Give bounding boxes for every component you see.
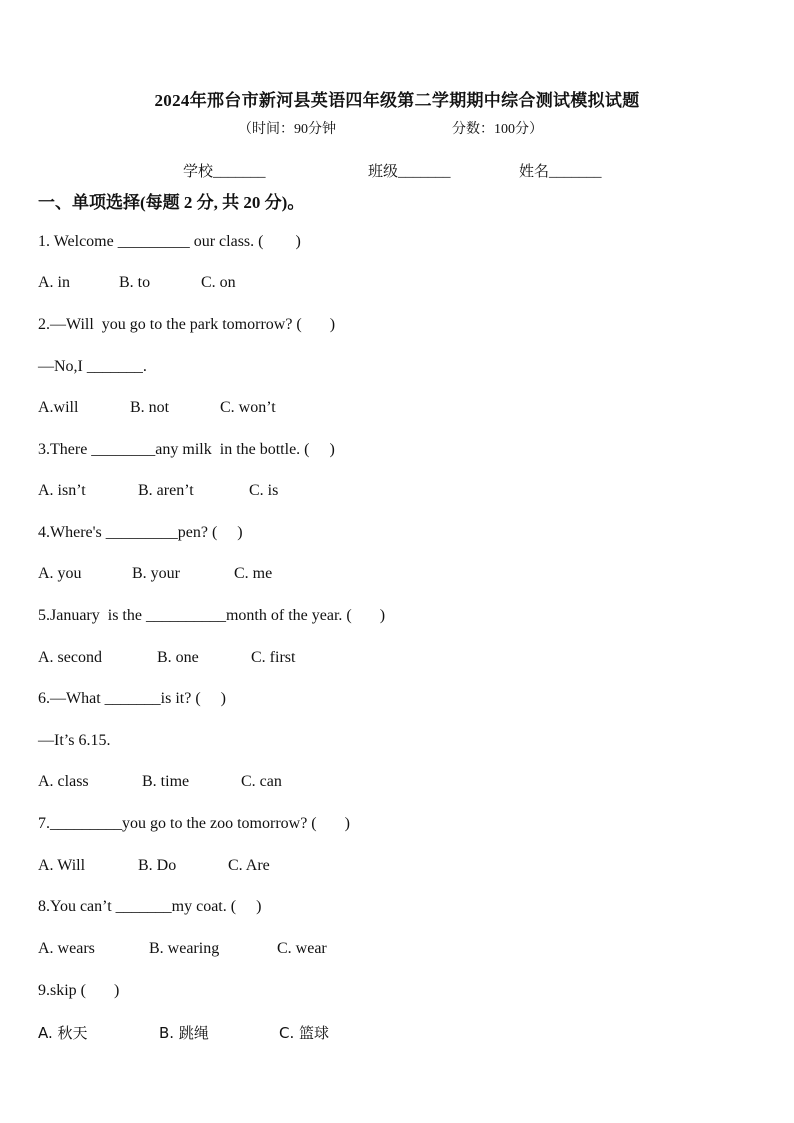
option-c: C. on [201,274,236,291]
option-a: A. Will [38,857,86,874]
question-2-answer-line: —No,I _______. [38,358,147,375]
question-7-options [38,857,270,875]
option-b: B. aren’t [138,482,194,499]
option-c: C. 篮球 [279,1024,330,1042]
option-c: C. can [241,773,282,790]
option-a: A. second [38,649,102,666]
option-a: A.will [38,399,79,416]
question-3: 3.There ________any milk in the bottle. ( ) [38,441,335,458]
option-b: B. 跳绳 [159,1024,209,1042]
question-1-options [38,274,236,292]
question-6-options [38,773,282,791]
question-5: 5.January is the __________month of the year. ( ) [38,607,386,624]
option-c: C. first [251,649,296,666]
option-a: A. you [38,565,82,582]
question-5-options [38,649,295,667]
option-a: A. class [38,773,89,790]
question-4-options [38,565,272,583]
question-8: 8.You can’t _______my coat. ( ) [38,898,262,915]
option-a: A. 秋天 [38,1024,88,1042]
option-b: B. time [142,773,190,790]
exam-time: （时间：90分钟 [238,122,336,137]
option-a: A. in [38,274,70,291]
question-8-options [38,940,327,958]
question-2-options [38,399,276,417]
option-b: B. wearing [149,940,220,957]
option-c: C. me [234,565,273,582]
option-b: B. not [130,399,170,416]
section-heading: 一、单项选择(每题 2 分, 共 20 分)。 [38,193,305,212]
option-b: B. your [132,565,180,582]
option-b: B. Do [138,857,177,874]
question-3-options [38,482,278,500]
option-b: B. to [119,274,151,291]
school-field: 学校_______ [183,164,266,180]
question-6-answer-line: —It’s 6.15. [38,732,111,749]
exam-score: 分数：100分） [452,122,543,137]
question-2: 2.—Will you go to the park tomorrow? ( ) [38,316,336,333]
option-b: B. one [157,649,199,666]
name-field: 姓名_______ [519,164,602,180]
question-7: 7._________you go to the zoo tomorrow? ( ) [38,815,350,832]
question-6: 6.—What _______is it? ( ) [38,690,226,707]
question-9: 9.skip ( ) [38,982,120,999]
question-4: 4.Where's _________pen? ( ) [38,524,243,541]
option-c: C. Are [228,857,270,874]
option-a: A. isn’t [38,482,86,499]
question-1: 1. Welcome _________ our class. ( ) [38,233,301,250]
question-9-options [38,1022,329,1043]
class-field: 班级_______ [368,164,451,180]
option-c: C. is [249,482,279,499]
option-a: A. wears [38,940,95,957]
option-c: C. wear [277,940,327,957]
option-c: C. won’t [220,399,276,416]
exam-title: 2024年邢台市新河县英语四年级第二学期期中综合测试模拟试题 [154,91,640,110]
